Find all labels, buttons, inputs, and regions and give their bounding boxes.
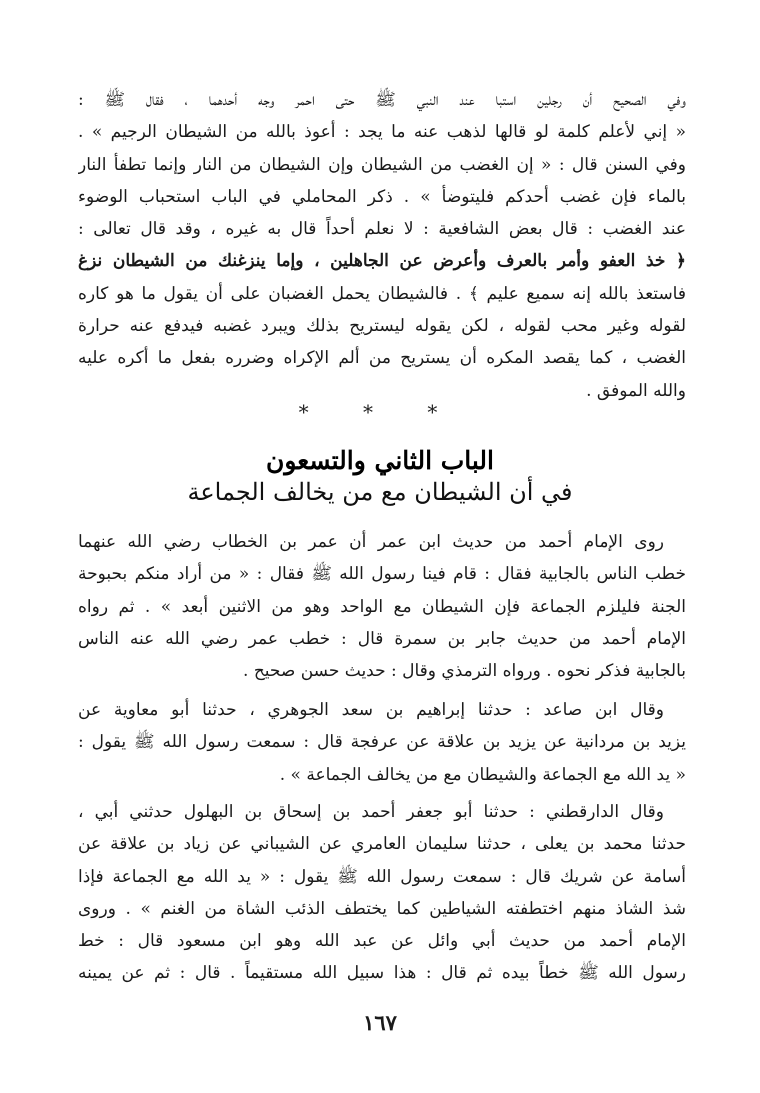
page-number: ١٦٧ — [363, 1010, 397, 1035]
text-line: الإمام أحمد من حديث أبي وائل عن عبد الله وهو ابن مسعود قال : خط — [78, 931, 686, 952]
text-line: وقال ابن صاعد : حدثنا إبراهيم بن سعد الجوهري ، حدثنا أبو معاوية عن — [78, 700, 664, 720]
text-line: « يد الله مع الجماعة والشيطان مع من يخالف الجماعة » . — [279, 764, 686, 785]
text-line: روى الإمام أحمد من حديث ابن عمر أن عمر بن الخطاب رضي الله عنهما — [78, 532, 664, 552]
text-line: وفي الصحيح أن رجلين استبا عند النبي ﷺ حتى احمر وجه أحدهما ، فقال ﷺ : — [78, 90, 686, 110]
text-line: بالجابية فذكر نحوه . ورواه الترمذي وقال : حديث حسن صحيح . — [243, 661, 686, 682]
quran-verse-line: ﴿ خذ العفو وأمر بالعرف وأعرض عن الجاهلين ، وإما ينزغنك من الشيطان نزغ — [78, 251, 686, 272]
text-line: الجنة فليلزم الجماعة فإن الشيطان مع الواحد وهو من الاثنين أبعد » . ثم رواه — [78, 596, 686, 617]
text-line: وقال الدارقطني : حدثنا أبو جعفر أحمد بن إسحاق بن البهلول حدثني أبي ، — [78, 802, 664, 822]
text-line: « إني لأعلم كلمة لو قالها لذهب عنه ما يجد : أعوذ بالله من الشيطان الرجيم » . — [78, 122, 686, 143]
text-line: حدثنا محمد بن يعلى ، حدثنا سليمان العامري عن الشيباني عن زياد بن علاقة عن — [78, 834, 686, 855]
text-line: الإمام أحمد من حديث جابر بن سمرة قال : خطب عمر رضي الله عنه الناس — [78, 628, 686, 649]
text-line: شذ الشاذ منهم اختطفته الشياطين كما يختطف الذئب الشاة من الغنم » . وروى — [78, 898, 686, 919]
text-line: لقوله وغير محب لقوله ، لكن يقوله ليستريح بذلك ويبرد غضبه فيدفع عنه حرارة — [78, 316, 686, 337]
text-line: وفي السنن قال : « إن الغضب من الشيطان وإن الشيطان من النار وإنما تطفأ النار — [78, 154, 686, 175]
paragraph-ibn-saed — [78, 694, 686, 791]
text-line: عند الغضب : قال بعض الشافعية : لا نعلم أحداً قال به غيره ، وقد قال تعالى : — [78, 219, 686, 240]
text-line: يزيد بن مردانية عن يزيد بن علاقة عن عرفجة قال : سمعت رسول الله ﷺ يقول : — [78, 732, 686, 753]
paragraph-jabiya-sermon — [78, 526, 686, 687]
text-line: بالماء فإن غضب أحدكم فليتوضأ » . ذكر المحاملي في الباب استحباب الوضوء — [78, 186, 686, 207]
text-line: الغضب ، كما يقصد المكره أن يستريح من ألم الإكراه وضرره بفعل ما أكره عليه — [78, 348, 686, 369]
chapter-title: الباب الثاني والتسعون — [265, 446, 494, 475]
text-line: فاستعذ بالله إنه سميع عليم ﴾ . فالشيطان يحمل الغضبان على أن يقول ما هو كاره — [78, 283, 686, 304]
paragraph-daraqutni — [78, 796, 686, 990]
section-separator: * * * — [298, 400, 462, 424]
chapter-subtitle: في أن الشيطان مع من يخالف الجماعة — [187, 478, 573, 506]
paragraph-anger-wudu — [78, 84, 686, 407]
text-line: أسامة عن شريك قال : سمعت رسول الله ﷺ يقول : « يد الله مع الجماعة فإذا — [78, 866, 686, 887]
text-line: والله الموفق . — [586, 380, 686, 401]
text-line: رسول الله ﷺ خطاً بيده ثم قال : هذا سبيل الله مستقيماً . قال : ثم عن يمينه — [78, 963, 686, 984]
text-line: خطب الناس بالجابية فقال : قام فينا رسول الله ﷺ فقال : « من أراد منكم بحبوحة — [78, 564, 686, 585]
